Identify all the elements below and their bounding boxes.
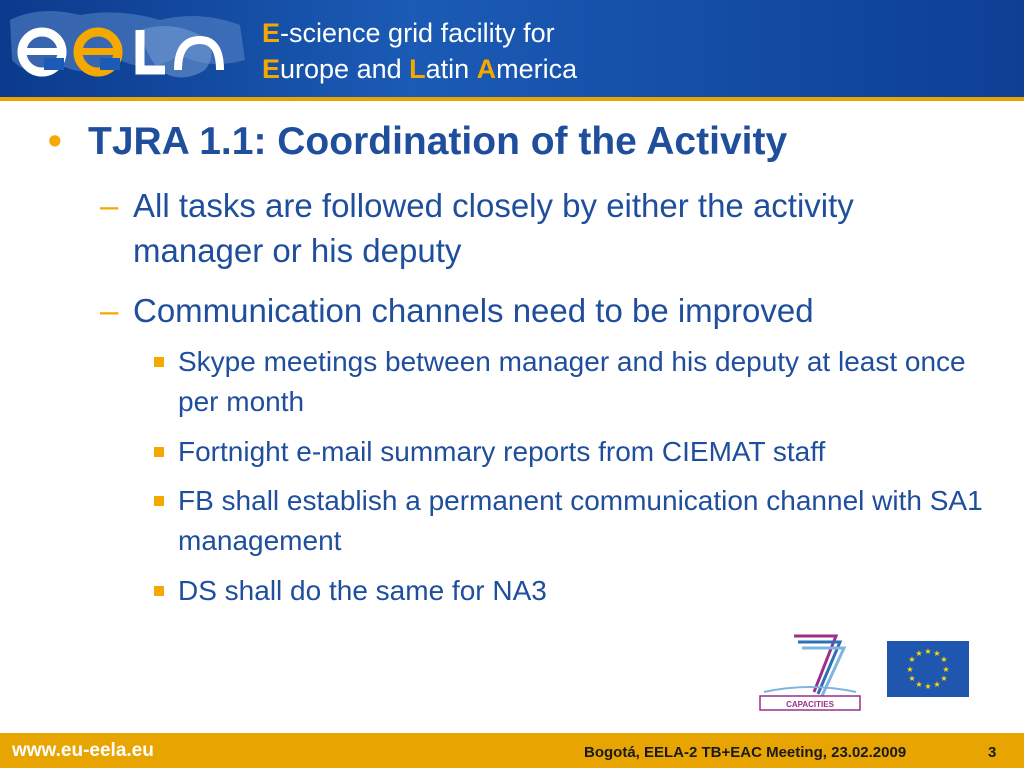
meeting-info: Bogotá, EELA-2 TB+EAC Meeting, 23.02.2009 xyxy=(584,744,907,761)
svg-text:★: ★ xyxy=(906,665,914,674)
sub-list-item-text: Skype meetings between manager and his deputy at least once per month xyxy=(178,346,966,417)
svg-text:★: ★ xyxy=(940,655,948,664)
slide-heading: TJRA 1.1: Coordination of the Activity xyxy=(88,120,788,163)
square-bullet-icon xyxy=(154,586,164,596)
header-title-line1: E-science grid facility for xyxy=(262,18,555,48)
fp7-capacities-logo-icon xyxy=(756,632,864,712)
sub-list-item-text: DS shall do the same for NA3 xyxy=(178,575,547,606)
website-link[interactable]: www.eu-eela.eu xyxy=(12,740,154,761)
svg-text:★: ★ xyxy=(908,655,916,664)
header-title-line2: Europe and Latin America xyxy=(262,54,578,84)
header-divider xyxy=(0,97,1024,101)
dash-icon: – xyxy=(100,292,119,329)
svg-text:★: ★ xyxy=(933,649,941,658)
list-item-text: All tasks are followed closely by either the activity manager or his deputy xyxy=(133,187,854,269)
svg-text:★: ★ xyxy=(940,674,948,683)
fp7-label: CAPACITIES xyxy=(786,700,834,709)
square-bullet-icon xyxy=(154,496,164,506)
svg-text:★: ★ xyxy=(908,674,916,683)
sub-list-item-text: Fortnight e-mail summary reports from CIEMAT staff xyxy=(178,436,826,467)
svg-text:★: ★ xyxy=(924,682,932,691)
svg-text:★: ★ xyxy=(933,680,941,689)
dash-icon: – xyxy=(100,187,119,224)
eu-flag-icon xyxy=(887,641,969,697)
svg-text:★: ★ xyxy=(915,649,923,658)
square-bullet-icon xyxy=(154,357,164,367)
svg-text:★: ★ xyxy=(915,680,923,689)
slide-header xyxy=(0,0,1024,97)
svg-text:★: ★ xyxy=(924,647,932,656)
svg-text:★: ★ xyxy=(942,665,950,674)
list-item-text: Communication channels need to be improved xyxy=(133,292,814,329)
page-number: 3 xyxy=(988,744,997,761)
bullet-icon: • xyxy=(48,120,62,163)
sub-list-item-text: FB shall establish a permanent communication channel with SA1 management xyxy=(178,485,983,556)
eela-logo-icon xyxy=(0,0,250,97)
square-bullet-icon xyxy=(154,447,164,457)
